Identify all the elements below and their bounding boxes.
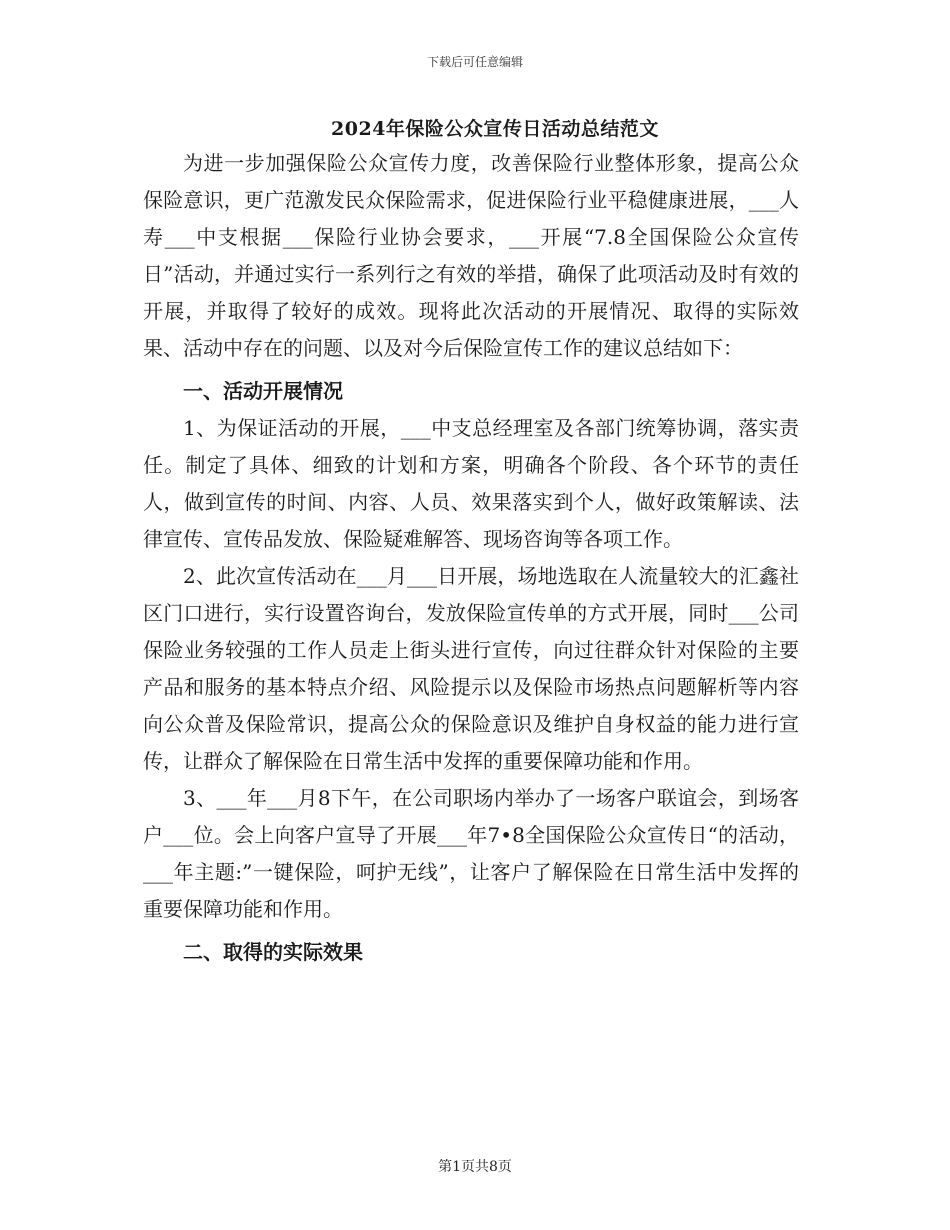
body-paragraph-3: 3、___年___月8下午，在公司职场内举办了一场客户联谊会，到场客户___位。会上向客户宣导了开展___年7•8全国保险公众宣传日“的活动，___年主题:”一键保险，呵护无线”，让客户了解保险在日常生活中发挥的重要保障功能和作用。: [143, 786, 799, 921]
page-footer: 第1页共8页: [438, 1159, 512, 1175]
body-paragraph-1: 1、为保证活动的开展，___中支总经理室及各部门统筹协调，落实责任。制定了具体、细致的计划和方案，明确各个阶段、各个环节的责任人，做到宣传的时间、内容、人员、效果落实到个人，做好政策解读、法律宣传、宣传品发放、保险疑难解答、现场咨询等各项工作。: [143, 416, 799, 551]
intro-paragraph: 为进一步加强保险公众宣传力度，改善保险行业整体形象，提高公众保险意识，更广范激发民众保险需求，促进保险行业平稳健康进展，___人寿___中支根据___保险行业协会要求，___开展“7.8全国保险公众宣传日”活动，并通过实行一系列行之有效的举措，确保了此项活动及时有效的开展，并取得了较好的成效。现将此次活动的开展情况、取得的实际效果、活动中存在的问题、以及对今后保险宣传工作的建议总结如下：: [143, 151, 799, 360]
header-note: 下载后可任意编辑: [426, 55, 523, 69]
document-title: 2024年保险公众宣传日活动总结范文: [331, 118, 659, 140]
body-paragraph-2: 2、此次宣传活动在___月___日开展，场地选取在人流量较大的汇鑫社区门口进行，实行设置咨询台，发放保险宣传单的方式开展，同时___公司保险业务较强的工作人员走上街头进行宣传，向过往群众针对保险的主要产品和服务的基本特点介绍、风险提示以及保险市场热点问题解析等内容向公众普及保险常识，提高公众的保险意识及维护自身权益的能力进行宣传，让群众了解保险在日常生活中发挥的重要保障功能和作用。: [143, 564, 799, 773]
section-heading-2: 二、取得的实际效果: [183, 940, 363, 964]
document-body: [143, 145, 799, 971]
section-heading-1: 一、活动开展情况: [183, 379, 343, 403]
